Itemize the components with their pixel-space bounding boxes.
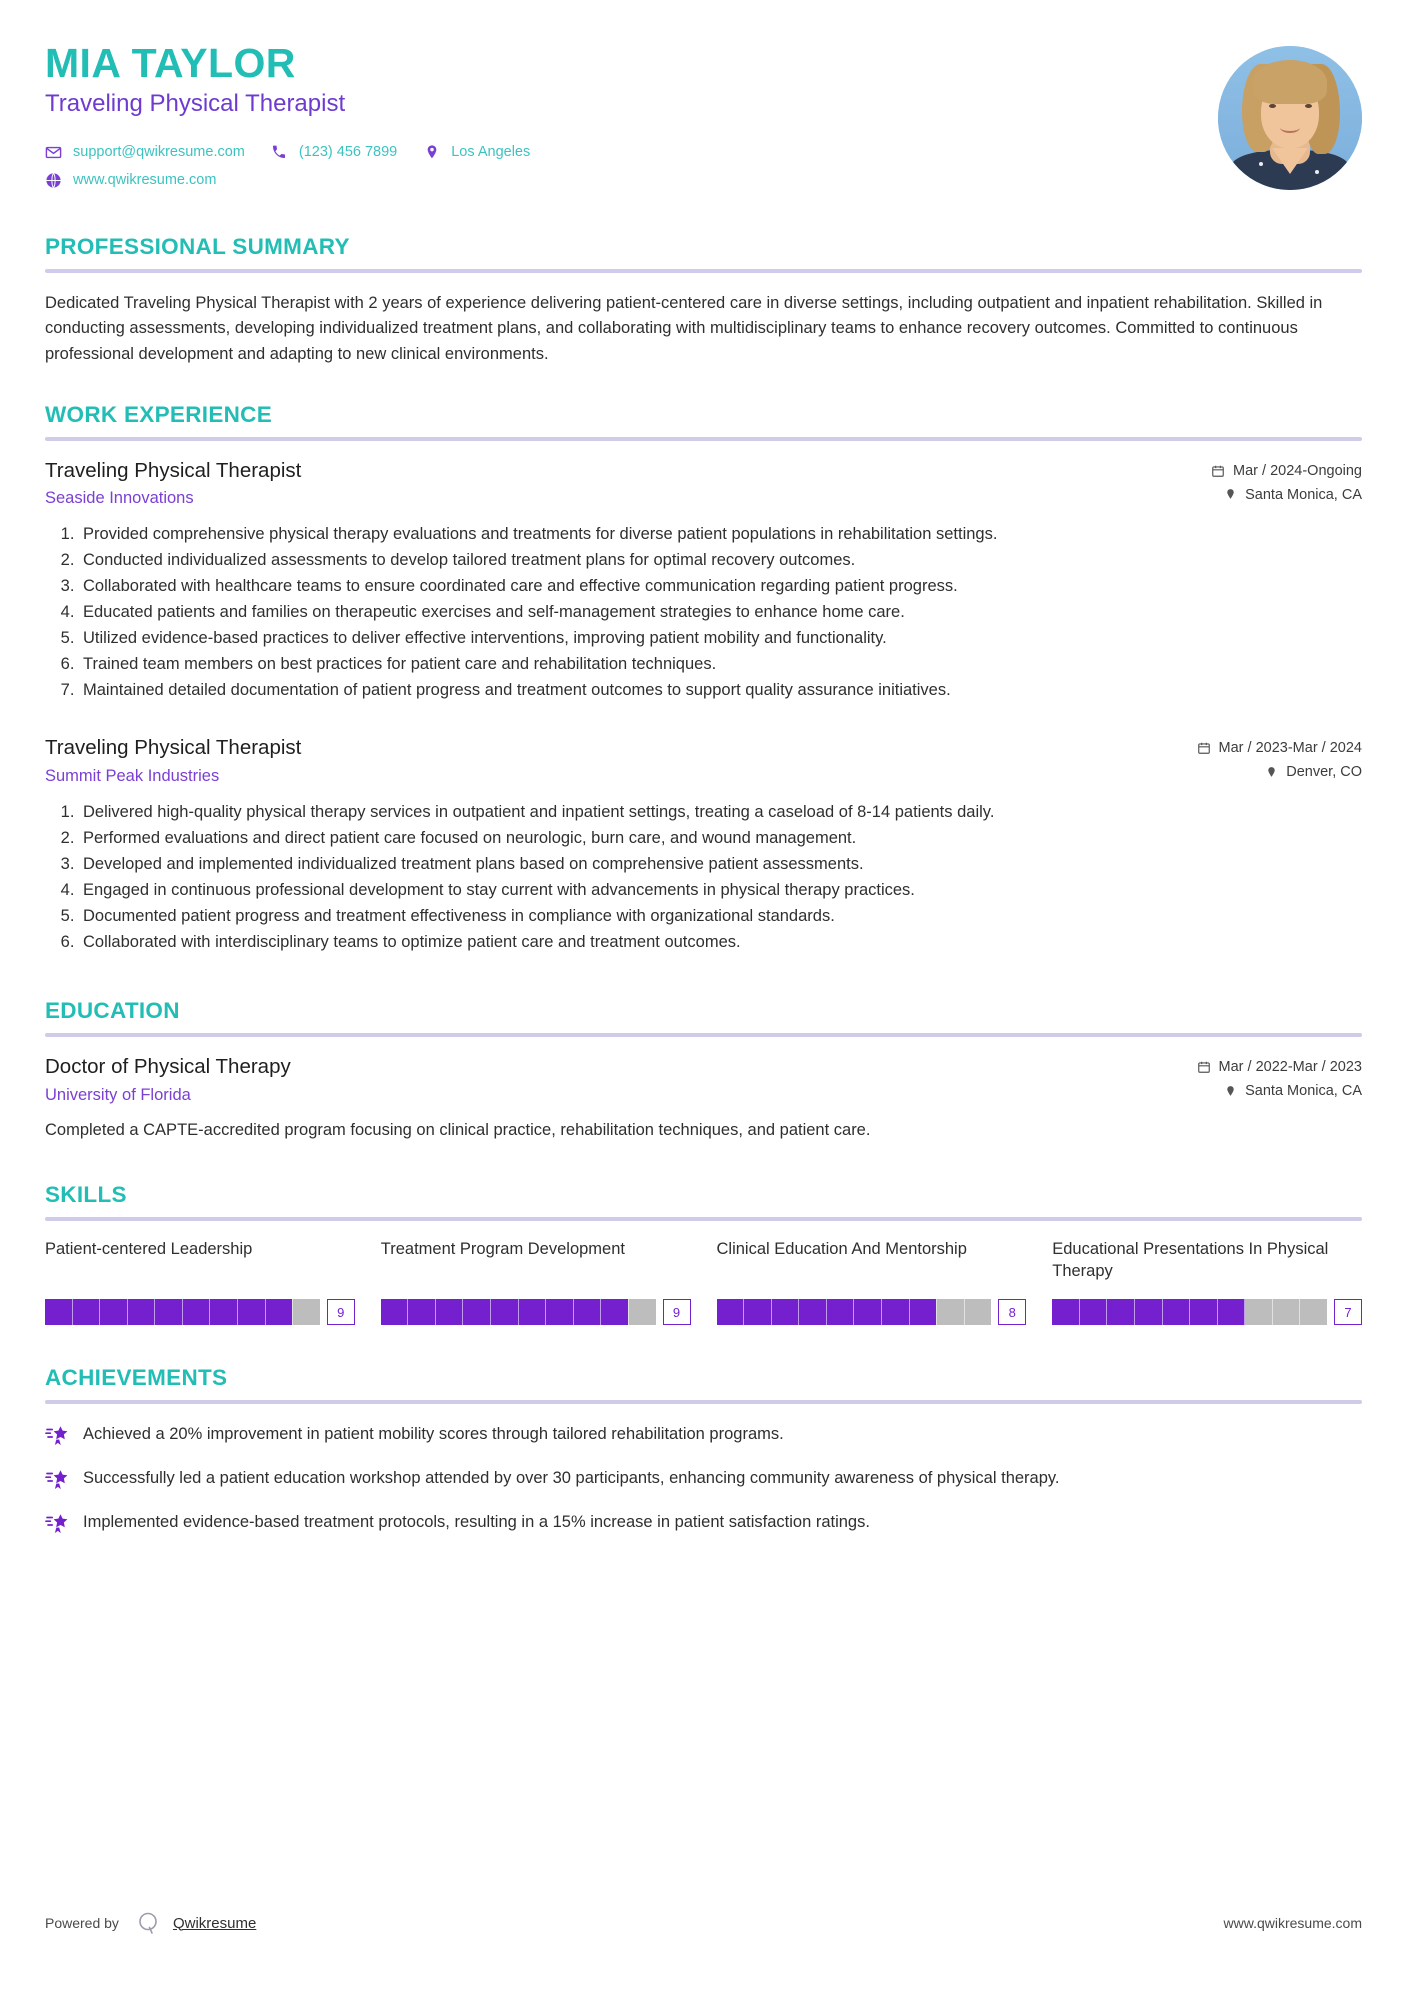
section-education [45,998,1362,1142]
section-divider [45,269,1362,273]
header-left [45,42,1198,200]
skill-item [45,1239,355,1325]
calendar-icon [1197,1060,1211,1074]
section-title-skills: SKILLS [45,1182,127,1208]
skill-track [717,1299,992,1325]
resume-header [45,0,1362,200]
education-date-text: Mar / 2022-Mar / 2023 [1218,1059,1362,1076]
skill-name: Treatment Program Development [380,1240,625,1259]
shooting-star-icon [45,1511,71,1537]
section-divider [45,1400,1362,1404]
qwikresume-q-logo-icon [133,1908,163,1938]
achievement-text: Implemented evidence-based treatment protocols, resulting in a 15% increase in patient satisfaction ratings. [83,1513,870,1532]
location-pin-icon [1223,488,1237,502]
contact-email[interactable] [45,144,245,161]
avatar [1218,46,1362,190]
page-footer [45,1908,1362,1938]
education-location [1197,1083,1362,1099]
experience-role: Traveling Physical Therapist [45,458,302,482]
contact-location-text: Los Angeles [451,144,531,161]
skill-item [717,1239,1027,1325]
avatar-eye-right [1305,104,1312,108]
shooting-star-icon [45,1423,71,1449]
skill-score: 9 [663,1299,691,1325]
contact-email-text: support@qwikresume.com [73,144,245,161]
avatar-hair-top [1253,60,1327,104]
skill-ticks [45,1299,320,1325]
skill-ticks [717,1299,992,1325]
list-item: 2. Performed evaluations and direct patient care focused on neurologic, burn care, and wound management. [79,826,1362,850]
calendar-icon [1197,741,1211,755]
education-description: Completed a CAPTE-accredited program focusing on clinical practice, rehabilitation techniques, and patient care. [45,1120,871,1139]
achievement-text: Successfully led a patient education workshop attended by over 30 participants, enhancing community awareness of physical therapy. [83,1469,1060,1488]
section-professional-summary [45,234,1362,368]
education-date [1197,1059,1362,1075]
skill-name: Clinical Education And Mentorship [716,1240,967,1259]
achievement-text: Achieved a 20% improvement in patient mobility scores through tailored rehabilitation programs. [83,1425,784,1444]
skill-item [1052,1239,1362,1325]
experience-date [1197,740,1362,756]
experience-entry-meta [1211,459,1362,503]
contact-website[interactable] [45,172,216,189]
experience-entry [45,736,1362,954]
skill-item [381,1239,691,1325]
section-divider [45,1217,1362,1221]
footer-website: www.qwikresume.com [1223,1915,1362,1931]
section-title-education: EDUCATION [45,998,180,1024]
skill-bar [381,1299,691,1325]
list-item: 5. Utilized evidence-based practices to deliver effective interventions, improving patient mobility and functionality. [79,626,1362,650]
map-pin-icon [423,144,440,161]
avatar-eye-left [1269,104,1276,108]
experience-entry [45,459,1362,703]
job-title: Traveling Physical Therapist [45,90,346,118]
contact-row-secondary [45,172,1198,189]
section-skills [45,1182,1362,1325]
section-work-experience [45,402,1362,955]
skill-ticks [1052,1299,1327,1325]
experience-location [1211,487,1362,503]
shooting-star-icon [45,1467,71,1493]
experience-location [1197,764,1362,780]
list-item: 1. Provided comprehensive physical therapy evaluations and treatments for diverse patient populations in rehabilitation settings. [79,522,1362,546]
contact-phone[interactable] [271,144,397,161]
section-title-experience: WORK EXPERIENCE [45,401,273,427]
summary-text: Dedicated Traveling Physical Therapist with 2 years of experience delivering patient-centered care in diverse settings, including outpatient and inpatient rehabilitation. Skilled in conducting assessments, developing individualized treatment plans, and collaborating with multidisciplinary teams to enhance recovery outcomes. Committed to continuous professional development and adapting to new clinical environments. [45,293,1323,363]
skill-ticks [381,1299,656,1325]
skill-score: 7 [1334,1299,1362,1325]
education-school: University of Florida [45,1085,191,1104]
section-achievements [45,1365,1362,1537]
experience-bullets [45,800,1362,954]
list-item: 6. Trained team members on best practices for patient care and rehabilitation techniques. [79,652,1362,676]
skills-grid [45,1239,1362,1325]
experience-company: Summit Peak Industries [45,767,220,786]
powered-by-label: Powered by [45,1915,119,1931]
footer-left [45,1908,256,1938]
education-degree: Doctor of Physical Therapy [45,1055,291,1079]
list-item: 4. Engaged in continuous professional development to stay current with advancements in physical therapy practices. [79,878,1362,902]
globe-icon [45,172,62,189]
skill-track [1052,1299,1327,1325]
experience-date-text: Mar / 2023-Mar / 2024 [1218,740,1362,757]
experience-entry-header [45,736,1362,786]
calendar-icon [1211,464,1225,478]
experience-entry-left [45,459,301,509]
list-item: 7. Maintained detailed documentation of patient progress and treatment outcomes to support quality assurance initiatives. [79,678,1362,702]
education-entry [45,1055,1362,1142]
contact-row-primary [45,144,1198,161]
list-item: 6. Collaborated with interdisciplinary teams to optimize patient care and treatment outcomes. [79,930,1362,954]
experience-bullets [45,522,1362,703]
contact-website-text: www.qwikresume.com [73,172,217,189]
achievement-item [45,1466,1362,1493]
education-entry-left [45,1055,291,1105]
section-divider [45,1033,1362,1037]
skill-name: Patient-centered Leadership [45,1240,253,1259]
list-item: 3. Collaborated with healthcare teams to ensure coordinated care and effective communication regarding patient progress. [79,574,1362,598]
experience-location-text: Santa Monica, CA [1245,486,1362,503]
list-item: 2. Conducted individualized assessments to develop tailored treatment plans for optimal recovery outcomes. [79,548,1362,572]
achievement-item [45,1422,1362,1449]
achievement-item [45,1510,1362,1537]
section-title-achievements: ACHIEVEMENTS [45,1365,228,1391]
list-item: 5. Documented patient progress and treatment effectiveness in compliance with organizational standards. [79,904,1362,928]
skill-name: Educational Presentations In Physical Therapy [1052,1240,1329,1281]
list-item: 4. Educated patients and families on therapeutic exercises and self-management strategies to enhance home care. [79,600,1362,624]
skill-bar [717,1299,1027,1325]
experience-location-text: Denver, CO [1286,764,1362,781]
skill-score: 8 [998,1299,1026,1325]
experience-role: Traveling Physical Therapist [45,736,302,760]
education-location-text: Santa Monica, CA [1245,1083,1362,1100]
experience-date [1211,463,1362,479]
experience-date-text: Mar / 2024-Ongoing [1233,462,1362,479]
experience-company: Seaside Innovations [45,489,194,508]
skill-track [45,1299,320,1325]
education-entry-header [45,1055,1362,1105]
footer-brand-link[interactable]: Qwikresume [172,1914,257,1932]
avatar-smile [1280,122,1300,133]
phone-icon [271,144,288,161]
experience-entry-left [45,736,301,786]
contact-phone-text: (123) 456 7899 [298,144,398,161]
experience-entry-meta [1197,736,1362,780]
skill-score: 9 [327,1299,355,1325]
section-title-summary: PROFESSIONAL SUMMARY [45,233,350,259]
skill-track [381,1299,656,1325]
skill-bar [45,1299,355,1325]
skill-bar [1052,1299,1362,1325]
list-item: 1. Delivered high-quality physical therapy services in outpatient and inpatient settings, treating a caseload of 8-14 patients daily. [79,800,1362,824]
contact-location [423,144,530,161]
envelope-icon [45,144,62,161]
location-pin-icon [1223,1084,1237,1098]
location-pin-icon [1264,765,1278,779]
education-entry-meta [1197,1055,1362,1099]
experience-entry-header [45,459,1362,509]
page-title: MIA TAYLOR [45,40,296,86]
section-divider [45,437,1362,441]
list-item: 3. Developed and implemented individualized treatment plans based on comprehensive patient assessments. [79,852,1362,876]
